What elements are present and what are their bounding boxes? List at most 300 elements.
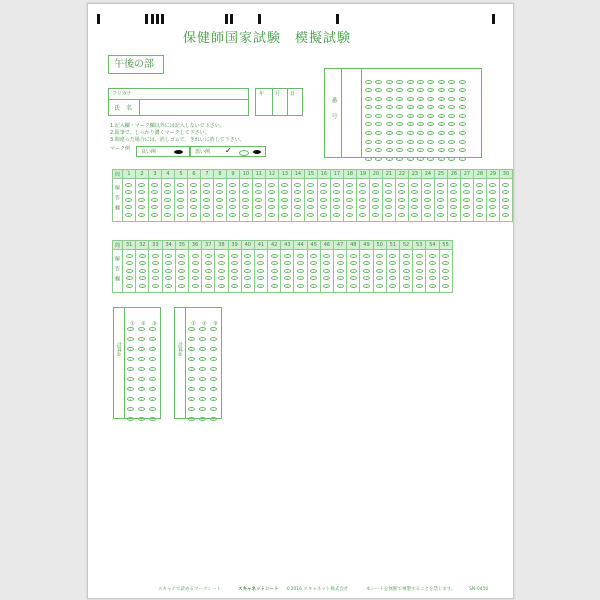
exam-number-bubble[interactable]: 6 [417, 140, 424, 144]
exam-number-bubble[interactable]: 8 [438, 88, 445, 92]
calc-bubble[interactable]: 4 [149, 357, 156, 361]
answer-bubble[interactable]: 5 [442, 284, 449, 288]
calc-bubble[interactable]: 4 [138, 357, 145, 361]
answer-bubble[interactable]: 4 [190, 205, 197, 209]
answer-bubble[interactable]: 1 [177, 183, 184, 187]
exam-number-bubble[interactable]: 8 [438, 157, 445, 161]
answer-bubble[interactable]: 1 [323, 254, 330, 258]
exam-number-bubble[interactable]: 4 [396, 122, 403, 126]
answer-bubble[interactable]: 1 [350, 254, 357, 258]
answer-bubble[interactable]: 2 [359, 190, 366, 194]
answer-bubble[interactable]: 2 [178, 261, 185, 265]
answer-bubble[interactable]: 1 [372, 183, 379, 187]
answer-bubble[interactable]: 3 [350, 269, 357, 273]
exam-number-bubble[interactable]: 7 [427, 105, 434, 109]
answer-bubble[interactable]: 2 [323, 261, 330, 265]
answer-bubble[interactable]: 2 [257, 261, 264, 265]
answer-bubble[interactable]: 2 [203, 190, 210, 194]
answer-bubble[interactable]: 3 [284, 269, 291, 273]
answer-bubble[interactable]: 3 [385, 198, 392, 202]
calc-bubble[interactable]: 3 [210, 347, 217, 351]
answer-bubble[interactable]: 5 [190, 213, 197, 217]
answer-bubble[interactable]: 2 [192, 261, 199, 265]
exam-number-bubble[interactable]: 7 [427, 157, 434, 161]
answer-bubble[interactable]: 4 [125, 205, 132, 209]
answer-bubble[interactable]: 4 [403, 276, 410, 280]
answer-bubble[interactable]: 4 [429, 276, 436, 280]
calc-bubble[interactable]: 6 [199, 377, 206, 381]
exam-number-bubble[interactable]: 2 [375, 140, 382, 144]
answer-bubble[interactable]: 2 [255, 190, 262, 194]
exam-number-bubble[interactable]: 0 [459, 88, 466, 92]
answer-bubble[interactable]: 1 [178, 254, 185, 258]
answer-bubble[interactable]: 3 [205, 269, 212, 273]
answer-bubble[interactable]: 3 [310, 269, 317, 273]
answer-bubble[interactable]: 4 [294, 205, 301, 209]
exam-number-bubble[interactable]: 2 [375, 114, 382, 118]
calc-bubble[interactable]: 8 [127, 397, 134, 401]
answer-bubble[interactable]: 2 [429, 261, 436, 265]
answer-bubble[interactable]: 1 [164, 183, 171, 187]
answer-bubble[interactable]: 3 [442, 269, 449, 273]
exam-number-bubble[interactable]: 9 [448, 80, 455, 84]
answer-bubble[interactable]: 2 [310, 261, 317, 265]
exam-number-bubble[interactable]: 2 [375, 122, 382, 126]
answer-bubble[interactable]: 1 [192, 254, 199, 258]
answer-bubble[interactable]: 3 [372, 198, 379, 202]
calc-bubble[interactable]: 8 [138, 397, 145, 401]
calc-bubble[interactable]: 4 [210, 357, 217, 361]
answer-bubble[interactable]: 2 [281, 190, 288, 194]
exam-number-bubble[interactable]: 3 [386, 97, 393, 101]
answer-bubble[interactable]: 1 [255, 183, 262, 187]
answer-bubble[interactable]: 3 [244, 269, 251, 273]
answer-bubble[interactable]: 4 [284, 276, 291, 280]
answer-bubble[interactable]: 5 [385, 213, 392, 217]
answer-bubble[interactable]: 4 [337, 276, 344, 280]
calc-bubble[interactable]: 0 [138, 417, 145, 421]
answer-bubble[interactable]: 2 [139, 261, 146, 265]
answer-bubble[interactable]: 2 [350, 261, 357, 265]
answer-bubble[interactable]: 1 [376, 254, 383, 258]
answer-bubble[interactable]: 5 [231, 284, 238, 288]
exam-number-bubble[interactable]: 1 [365, 105, 372, 109]
answer-bubble[interactable]: 3 [178, 269, 185, 273]
answer-bubble[interactable]: 3 [476, 198, 483, 202]
answer-bubble[interactable]: 2 [337, 261, 344, 265]
answer-bubble[interactable]: 3 [294, 198, 301, 202]
answer-bubble[interactable]: 5 [398, 213, 405, 217]
exam-number-bubble[interactable]: 3 [386, 88, 393, 92]
answer-bubble[interactable]: 3 [502, 198, 509, 202]
answer-bubble[interactable]: 4 [257, 276, 264, 280]
answer-bubble[interactable]: 5 [389, 284, 396, 288]
exam-number-bubble[interactable]: 8 [438, 80, 445, 84]
answer-bubble[interactable]: 1 [346, 183, 353, 187]
answer-bubble[interactable]: 1 [125, 183, 132, 187]
calc-bubble[interactable]: 6 [127, 377, 134, 381]
answer-bubble[interactable]: 1 [363, 254, 370, 258]
answer-bubble[interactable]: 3 [164, 198, 171, 202]
answer-bubble[interactable]: 1 [205, 254, 212, 258]
calc-bubble[interactable]: 8 [149, 397, 156, 401]
exam-number-bubble[interactable]: 1 [365, 148, 372, 152]
exam-number-bubble[interactable]: 1 [365, 97, 372, 101]
exam-number-bubble[interactable]: 6 [417, 122, 424, 126]
answer-bubble[interactable]: 2 [333, 190, 340, 194]
answer-bubble[interactable]: 3 [268, 198, 275, 202]
exam-number-bubble[interactable]: 2 [375, 97, 382, 101]
answer-bubble[interactable]: 2 [216, 190, 223, 194]
answer-bubble[interactable]: 4 [442, 276, 449, 280]
exam-number-bubble[interactable]: 8 [438, 140, 445, 144]
calc-bubble[interactable]: 9 [138, 407, 145, 411]
answer-bubble[interactable]: 5 [363, 284, 370, 288]
exam-number-bubble[interactable]: 3 [386, 114, 393, 118]
answer-bubble[interactable]: 3 [359, 198, 366, 202]
exam-number-bubble[interactable]: 5 [407, 148, 414, 152]
answer-bubble[interactable]: 4 [229, 205, 236, 209]
calc-bubble[interactable]: 3 [149, 347, 156, 351]
answer-bubble[interactable]: 1 [126, 254, 133, 258]
exam-number-bubble[interactable]: 8 [438, 105, 445, 109]
exam-number-bubble[interactable]: 7 [427, 140, 434, 144]
answer-bubble[interactable]: 3 [177, 198, 184, 202]
answer-bubble[interactable]: 1 [231, 254, 238, 258]
answer-bubble[interactable]: 1 [442, 254, 449, 258]
answer-bubble[interactable]: 2 [320, 190, 327, 194]
exam-number-bubble[interactable]: 2 [375, 88, 382, 92]
answer-bubble[interactable]: 4 [297, 276, 304, 280]
calc-bubble[interactable]: 0 [210, 417, 217, 421]
answer-bubble[interactable]: 2 [244, 261, 251, 265]
answer-bubble[interactable]: 5 [284, 284, 291, 288]
answer-bubble[interactable]: 1 [307, 183, 314, 187]
answer-bubble[interactable]: 5 [294, 213, 301, 217]
answer-bubble[interactable]: 3 [125, 198, 132, 202]
answer-bubble[interactable]: 3 [229, 198, 236, 202]
answer-bubble[interactable]: 1 [403, 254, 410, 258]
answer-bubble[interactable]: 3 [337, 269, 344, 273]
answer-bubble[interactable]: 5 [205, 284, 212, 288]
answer-bubble[interactable]: 1 [320, 183, 327, 187]
exam-number-bubble[interactable]: 4 [396, 97, 403, 101]
answer-bubble[interactable]: 4 [310, 276, 317, 280]
calc-bubble[interactable]: 9 [127, 407, 134, 411]
answer-bubble[interactable]: 3 [126, 269, 133, 273]
answer-bubble[interactable]: 4 [476, 205, 483, 209]
answer-bubble[interactable]: 5 [376, 284, 383, 288]
exam-number-bubble[interactable]: 1 [365, 140, 372, 144]
answer-bubble[interactable]: 2 [398, 190, 405, 194]
answer-bubble[interactable]: 2 [205, 261, 212, 265]
exam-number-bubble[interactable]: 8 [438, 114, 445, 118]
exam-number-bubble[interactable]: 9 [448, 97, 455, 101]
calc-bubble[interactable]: 5 [188, 367, 195, 371]
calc-bubble[interactable]: 5 [210, 367, 217, 371]
answer-bubble[interactable]: 2 [284, 261, 291, 265]
answer-bubble[interactable]: 2 [489, 190, 496, 194]
answer-bubble[interactable]: 2 [385, 190, 392, 194]
answer-bubble[interactable]: 4 [424, 205, 431, 209]
exam-number-bubble[interactable]: 4 [396, 80, 403, 84]
answer-bubble[interactable]: 1 [310, 254, 317, 258]
answer-bubble[interactable]: 3 [489, 198, 496, 202]
answer-bubble[interactable]: 5 [310, 284, 317, 288]
answer-bubble[interactable]: 4 [203, 205, 210, 209]
answer-bubble[interactable]: 4 [333, 205, 340, 209]
answer-bubble[interactable]: 3 [297, 269, 304, 273]
answer-bubble[interactable]: 1 [389, 254, 396, 258]
answer-bubble[interactable]: 4 [416, 276, 423, 280]
exam-number-bubble[interactable]: 7 [427, 131, 434, 135]
answer-bubble[interactable]: 1 [450, 183, 457, 187]
answer-bubble[interactable]: 3 [437, 198, 444, 202]
answer-bubble[interactable]: 1 [229, 183, 236, 187]
answer-bubble[interactable]: 1 [257, 254, 264, 258]
answer-bubble[interactable]: 5 [203, 213, 210, 217]
calc-bubble[interactable]: 9 [199, 407, 206, 411]
calc-bubble[interactable]: 1 [127, 327, 134, 331]
answer-bubble[interactable]: 2 [229, 190, 236, 194]
answer-bubble[interactable]: 3 [216, 198, 223, 202]
exam-number-bubble[interactable]: 9 [448, 157, 455, 161]
answer-bubble[interactable]: 2 [363, 261, 370, 265]
answer-bubble[interactable]: 3 [450, 198, 457, 202]
answer-bubble[interactable]: 5 [164, 213, 171, 217]
exam-number-bubble[interactable]: 3 [386, 157, 393, 161]
answer-bubble[interactable]: 5 [138, 213, 145, 217]
exam-number-bubble[interactable]: 0 [459, 80, 466, 84]
answer-bubble[interactable]: 2 [190, 190, 197, 194]
answer-bubble[interactable]: 5 [450, 213, 457, 217]
answer-bubble[interactable]: 3 [389, 269, 396, 273]
calc-bubble[interactable]: 1 [188, 327, 195, 331]
answer-bubble[interactable]: 1 [218, 254, 225, 258]
answer-bubble[interactable]: 2 [294, 190, 301, 194]
answer-bubble[interactable]: 5 [177, 213, 184, 217]
exam-number-bubble[interactable]: 5 [407, 140, 414, 144]
calc-bubble[interactable]: 6 [149, 377, 156, 381]
exam-number-bubble[interactable]: 4 [396, 148, 403, 152]
calc-bubble[interactable]: 3 [199, 347, 206, 351]
answer-bubble[interactable]: 1 [165, 254, 172, 258]
answer-bubble[interactable]: 5 [403, 284, 410, 288]
exam-number-bubble[interactable]: 7 [427, 122, 434, 126]
answer-bubble[interactable]: 2 [297, 261, 304, 265]
calc-bubble[interactable]: 8 [199, 397, 206, 401]
answer-bubble[interactable]: 1 [139, 254, 146, 258]
answer-bubble[interactable]: 4 [489, 205, 496, 209]
exam-number-bubble[interactable]: 2 [375, 80, 382, 84]
exam-number-bubble[interactable]: 1 [365, 157, 372, 161]
answer-bubble[interactable]: 1 [151, 183, 158, 187]
calc-bubble[interactable]: 0 [149, 417, 156, 421]
answer-bubble[interactable]: 4 [323, 276, 330, 280]
answer-bubble[interactable]: 2 [416, 261, 423, 265]
exam-number-bubble[interactable]: 6 [417, 114, 424, 118]
exam-number-bubble[interactable]: 6 [417, 105, 424, 109]
answer-bubble[interactable]: 1 [203, 183, 210, 187]
exam-number-bubble[interactable]: 1 [365, 80, 372, 84]
exam-number-bubble[interactable]: 4 [396, 114, 403, 118]
exam-number-bubble[interactable]: 9 [448, 148, 455, 152]
calc-bubble[interactable]: 7 [199, 387, 206, 391]
answer-bubble[interactable]: 5 [218, 284, 225, 288]
calc-bubble[interactable]: 4 [127, 357, 134, 361]
answer-bubble[interactable]: 2 [231, 261, 238, 265]
answer-bubble[interactable]: 3 [281, 198, 288, 202]
calc-bubble[interactable]: 6 [188, 377, 195, 381]
exam-number-bubble[interactable]: 5 [407, 97, 414, 101]
answer-bubble[interactable]: 4 [242, 205, 249, 209]
answer-bubble[interactable]: 1 [489, 183, 496, 187]
exam-number-bubble[interactable]: 3 [386, 105, 393, 109]
answer-bubble[interactable]: 1 [333, 183, 340, 187]
answer-bubble[interactable]: 3 [398, 198, 405, 202]
answer-bubble[interactable]: 1 [337, 254, 344, 258]
answer-bubble[interactable]: 3 [376, 269, 383, 273]
calc-bubble[interactable]: 4 [199, 357, 206, 361]
answer-bubble[interactable]: 2 [271, 261, 278, 265]
exam-number-bubble[interactable]: 0 [459, 131, 466, 135]
answer-bubble[interactable]: 5 [372, 213, 379, 217]
answer-bubble[interactable]: 2 [389, 261, 396, 265]
answer-bubble[interactable]: 5 [350, 284, 357, 288]
answer-bubble[interactable]: 4 [385, 205, 392, 209]
answer-bubble[interactable]: 2 [218, 261, 225, 265]
answer-bubble[interactable]: 2 [164, 190, 171, 194]
answer-bubble[interactable]: 5 [463, 213, 470, 217]
answer-bubble[interactable]: 5 [333, 213, 340, 217]
answer-bubble[interactable]: 2 [372, 190, 379, 194]
exam-number-bubble[interactable]: 9 [448, 105, 455, 109]
answer-bubble[interactable]: 4 [192, 276, 199, 280]
answer-bubble[interactable]: 5 [139, 284, 146, 288]
exam-number-bubble[interactable]: 9 [448, 140, 455, 144]
answer-bubble[interactable]: 4 [255, 205, 262, 209]
answer-bubble[interactable]: 4 [398, 205, 405, 209]
answer-bubble[interactable]: 3 [271, 269, 278, 273]
answer-bubble[interactable]: 5 [255, 213, 262, 217]
answer-bubble[interactable]: 1 [385, 183, 392, 187]
answer-bubble[interactable]: 2 [502, 190, 509, 194]
answer-bubble[interactable]: 3 [231, 269, 238, 273]
answer-bubble[interactable]: 4 [165, 276, 172, 280]
answer-bubble[interactable]: 2 [268, 190, 275, 194]
answer-bubble[interactable]: 4 [281, 205, 288, 209]
calc-bubble[interactable]: 0 [188, 417, 195, 421]
calc-bubble[interactable]: 2 [210, 337, 217, 341]
answer-bubble[interactable]: 5 [489, 213, 496, 217]
answer-bubble[interactable]: 4 [231, 276, 238, 280]
answer-bubble[interactable]: 1 [190, 183, 197, 187]
calc-bubble[interactable]: 5 [138, 367, 145, 371]
calc-bubble[interactable]: 5 [149, 367, 156, 371]
calc-bubble[interactable]: 0 [127, 417, 134, 421]
exam-number-bubble[interactable]: 9 [448, 88, 455, 92]
answer-bubble[interactable]: 1 [437, 183, 444, 187]
answer-bubble[interactable]: 4 [271, 276, 278, 280]
exam-number-bubble[interactable]: 5 [407, 131, 414, 135]
answer-bubble[interactable]: 2 [463, 190, 470, 194]
answer-bubble[interactable]: 3 [346, 198, 353, 202]
answer-bubble[interactable]: 3 [323, 269, 330, 273]
calc-bubble[interactable]: 6 [138, 377, 145, 381]
answer-bubble[interactable]: 1 [297, 254, 304, 258]
answer-bubble[interactable]: 4 [152, 276, 159, 280]
answer-bubble[interactable]: 2 [437, 190, 444, 194]
answer-bubble[interactable]: 4 [350, 276, 357, 280]
answer-bubble[interactable]: 2 [242, 190, 249, 194]
answer-bubble[interactable]: 2 [346, 190, 353, 194]
answer-bubble[interactable]: 5 [346, 213, 353, 217]
answer-bubble[interactable]: 5 [416, 284, 423, 288]
answer-bubble[interactable]: 3 [255, 198, 262, 202]
answer-bubble[interactable]: 4 [346, 205, 353, 209]
answer-bubble[interactable]: 4 [177, 205, 184, 209]
answer-bubble[interactable]: 5 [216, 213, 223, 217]
answer-bubble[interactable]: 3 [429, 269, 436, 273]
answer-bubble[interactable]: 1 [216, 183, 223, 187]
exam-number-bubble[interactable]: 3 [386, 148, 393, 152]
answer-bubble[interactable]: 4 [307, 205, 314, 209]
calc-bubble[interactable]: 2 [149, 337, 156, 341]
answer-bubble[interactable]: 4 [216, 205, 223, 209]
exam-number-bubble[interactable]: 0 [459, 97, 466, 101]
answer-bubble[interactable]: 2 [152, 261, 159, 265]
calc-bubble[interactable]: 7 [188, 387, 195, 391]
answer-bubble[interactable]: 3 [333, 198, 340, 202]
answer-bubble[interactable]: 4 [463, 205, 470, 209]
answer-bubble[interactable]: 2 [138, 190, 145, 194]
exam-number-bubble[interactable]: 7 [427, 88, 434, 92]
answer-bubble[interactable]: 3 [242, 198, 249, 202]
answer-bubble[interactable]: 3 [403, 269, 410, 273]
answer-bubble[interactable]: 5 [244, 284, 251, 288]
exam-number-bubble[interactable]: 1 [365, 131, 372, 135]
answer-bubble[interactable]: 4 [389, 276, 396, 280]
calc-bubble[interactable]: 8 [188, 397, 195, 401]
answer-bubble[interactable]: 3 [320, 198, 327, 202]
exam-number-bubble[interactable]: 9 [448, 114, 455, 118]
answer-bubble[interactable]: 1 [476, 183, 483, 187]
exam-number-bubble[interactable]: 3 [386, 80, 393, 84]
answer-bubble[interactable]: 3 [165, 269, 172, 273]
exam-number-bubble[interactable]: 6 [417, 80, 424, 84]
answer-bubble[interactable]: 4 [372, 205, 379, 209]
answer-bubble[interactable]: 2 [403, 261, 410, 265]
answer-bubble[interactable]: 1 [242, 183, 249, 187]
answer-bubble[interactable]: 5 [297, 284, 304, 288]
answer-bubble[interactable]: 4 [437, 205, 444, 209]
exam-number-bubble[interactable]: 6 [417, 148, 424, 152]
answer-bubble[interactable]: 3 [411, 198, 418, 202]
exam-number-bubble[interactable]: 5 [407, 157, 414, 161]
answer-bubble[interactable]: 5 [323, 284, 330, 288]
answer-bubble[interactable]: 2 [165, 261, 172, 265]
exam-number-bubble[interactable]: 0 [459, 140, 466, 144]
answer-bubble[interactable]: 1 [244, 254, 251, 258]
exam-number-bubble[interactable]: 2 [375, 148, 382, 152]
calc-bubble[interactable]: 2 [199, 337, 206, 341]
answer-bubble[interactable]: 2 [450, 190, 457, 194]
answer-bubble[interactable]: 3 [463, 198, 470, 202]
exam-number-bubble[interactable]: 7 [427, 114, 434, 118]
calc-bubble[interactable]: 1 [199, 327, 206, 331]
answer-bubble[interactable]: 2 [476, 190, 483, 194]
answer-bubble[interactable]: 1 [281, 183, 288, 187]
